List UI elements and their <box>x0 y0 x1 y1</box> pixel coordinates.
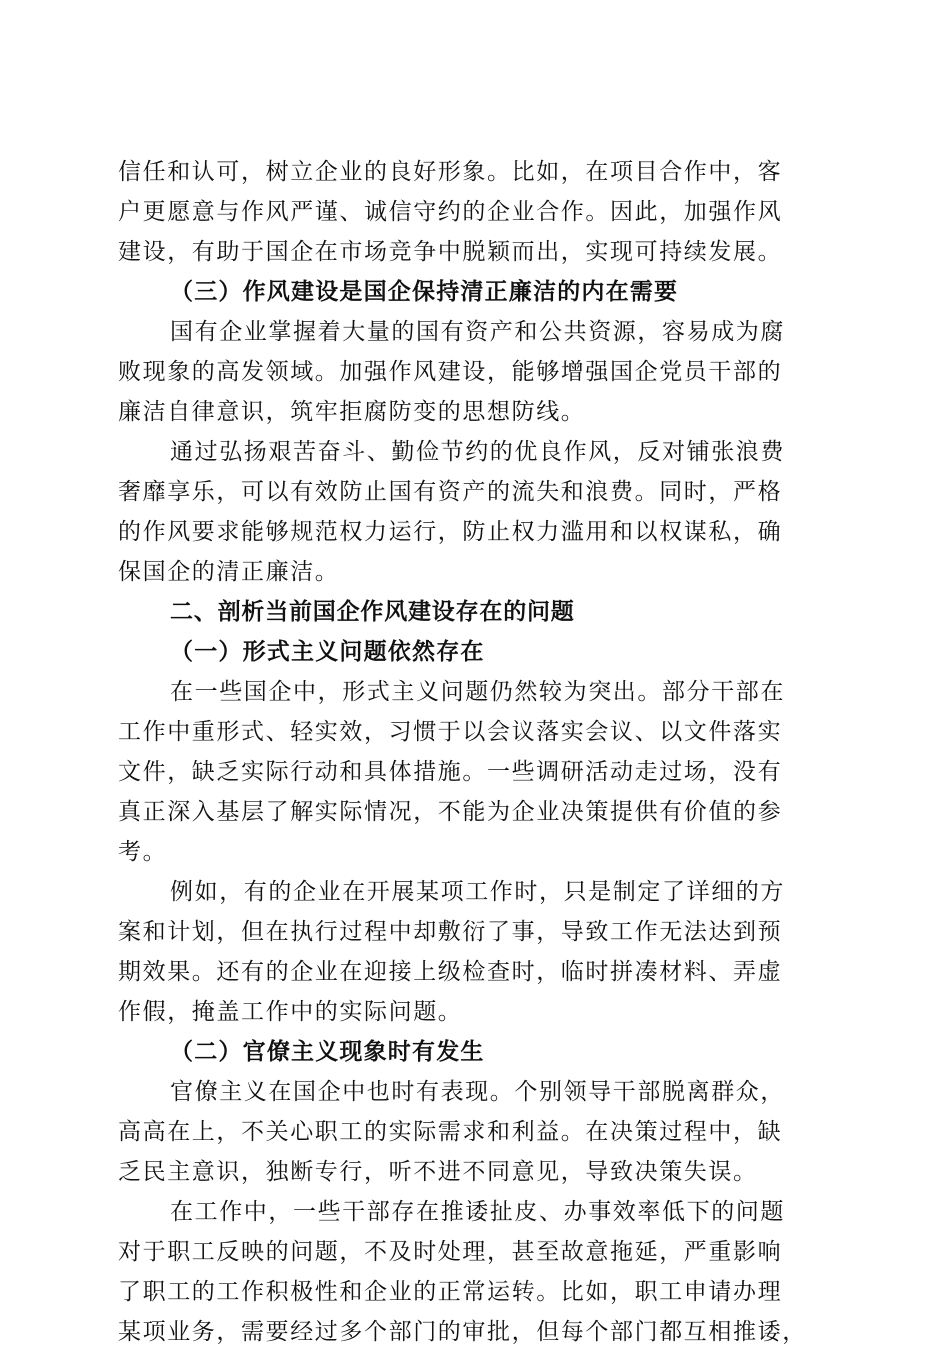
paragraph-line: 奢靡享乐，可以有效防止国有资产的流失和浪费。同时，严格 <box>118 479 783 505</box>
paragraph-line: 保国企的清正廉洁。 <box>118 559 340 585</box>
paragraph-line: 户更愿意与作风严谨、诚信守约的企业合作。因此，加强作风 <box>118 199 783 225</box>
paragraph-line: 廉洁自律意识，筑牢拒腐防变的思想防线。 <box>118 399 586 425</box>
paragraph-line: 期效果。还有的企业在迎接上级检查时，临时拼凑材料、弄虚 <box>118 959 783 985</box>
paragraph-line: 了职工的工作积极性和企业的正常运转。比如，职工申请办理 <box>118 1279 783 1305</box>
paragraph-line: 作假，掩盖工作中的实际问题。 <box>118 999 463 1025</box>
paragraph-line: 高高在上，不关心职工的实际需求和利益。在决策过程中，缺 <box>118 1119 783 1145</box>
paragraph-line: 对于职工反映的问题，不及时处理，甚至故意拖延，严重影响 <box>118 1239 783 1265</box>
paragraph-line: 信任和认可，树立企业的良好形象。比如，在项目合作中，客 <box>118 159 783 185</box>
paragraph-line: 在一些国企中，形式主义问题仍然较为突出。部分干部在 <box>170 679 785 705</box>
paragraph-line: 国有企业掌握着大量的国有资产和公共资源，容易成为腐 <box>170 319 785 345</box>
document-body <box>118 152 828 1352</box>
paragraph-line: 工作中重形式、轻实效，习惯于以会议落实会议、以文件落实 <box>118 719 783 745</box>
paragraph-line: 通过弘扬艰苦奋斗、勤俭节约的优良作风，反对铺张浪费 <box>170 439 785 465</box>
paragraph-line: 某项业务，需要经过多个部门的审批，但每个部门都互相推诿， <box>118 1319 807 1345</box>
paragraph-line: 的作风要求能够规范权力运行，防止权力滥用和以权谋私，确 <box>118 519 783 545</box>
paragraph-line: 文件，缺乏实际行动和具体措施。一些调研活动走过场，没有 <box>118 759 783 785</box>
subsection-heading: （二）官僚主义现象时有发生 <box>170 1038 485 1065</box>
paragraph-line: 真正深入基层了解实际情况，不能为企业决策提供有价值的参 <box>118 799 783 825</box>
subsection-heading: （一）形式主义问题依然存在 <box>170 638 485 665</box>
paragraph-line: 官僚主义在国企中也时有表现。个别领导干部脱离群众， <box>170 1079 785 1105</box>
paragraph-line: 例如，有的企业在开展某项工作时，只是制定了详细的方 <box>170 879 785 905</box>
paragraph-line: 考。 <box>118 839 168 865</box>
paragraph-line: 在工作中，一些干部存在推诿扯皮、办事效率低下的问题 <box>170 1199 785 1225</box>
paragraph-line: 案和计划，但在执行过程中却敷衍了事，导致工作无法达到预 <box>118 919 783 945</box>
section-heading: 二、剖析当前国企作风建设存在的问题 <box>170 599 575 625</box>
paragraph-line: 乏民主意识，独断专行，听不进不同意见，导致决策失误。 <box>118 1159 758 1185</box>
subsection-heading: （三）作风建设是国企保持清正廉洁的内在需要 <box>170 278 679 305</box>
paragraph-line: 败现象的高发领域。加强作风建设，能够增强国企党员干部的 <box>118 359 783 385</box>
paragraph-line: 建设，有助于国企在市场竞争中脱颖而出，实现可持续发展。 <box>118 239 783 265</box>
